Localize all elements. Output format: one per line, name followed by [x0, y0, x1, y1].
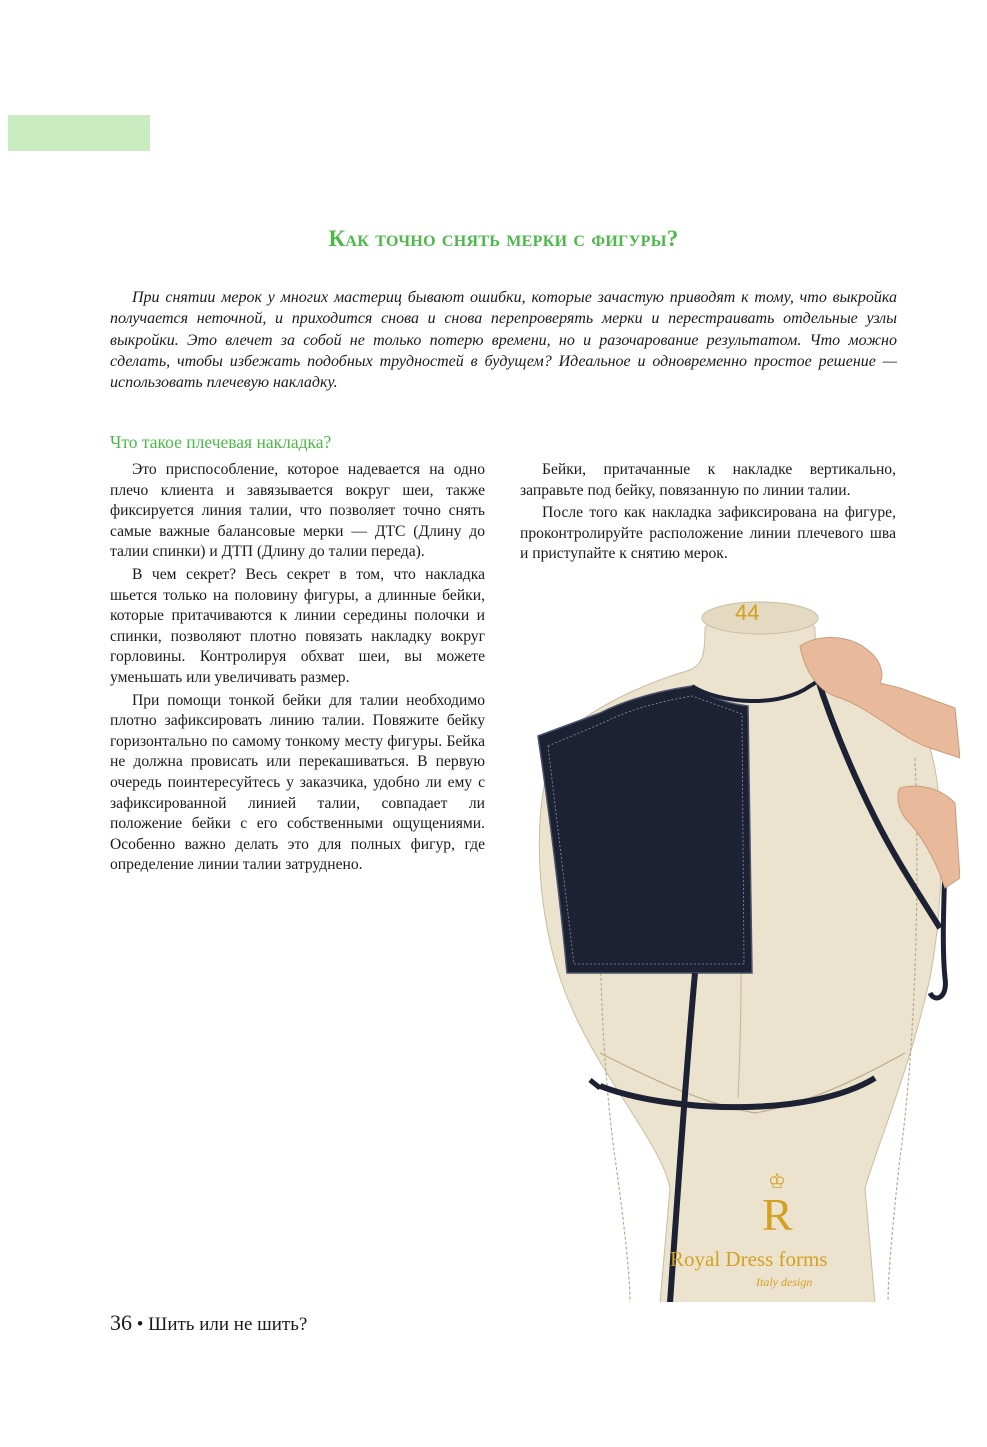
mannequin-illustration — [520, 598, 960, 1302]
left-column — [110, 460, 485, 878]
book-title: Шить или не шить? — [148, 1314, 308, 1335]
right-paragraph-2: После того как накладка зафиксирована на фигуре, проконтролируйте расположение линии плечевого шва и приступайте к снятию мерок. — [520, 504, 896, 563]
right-paragraph-1: Бейки, притачанные к накладке вертикально, заправьте под бейку, повязанную по линии талии. — [520, 461, 896, 499]
mannequin-photo — [520, 598, 960, 1302]
section-subheading: Что такое плечевая накладка? — [110, 432, 332, 452]
left-paragraph-1: Это приспособление, которое надевается на одно плечо клиента и завязывается вокруг шеи, также фиксируется линия талии, что позволяет точно снять самые важные балансовые мерки — ДТС (Длину до талии спинки) и ДТП (Длину до талии переда). — [110, 461, 485, 561]
brand-name: Royal Dress forms — [670, 1247, 828, 1271]
intro-paragraph: При снятии мерок у многих мастериц бывают ошибки, которые зачастую приводят к тому, что выкройка получается неточной, и приходится снова и снова перепроверять мерки и перестраивать отдельные узлы выкройки. Это влечет за собой не только потерю времени, но и разочарование результатом. Что можно сделать, чтобы избежать подобных трудностей в будущем? Идеальное и одновременно простое решение — использовать плечевую накладку. — [110, 289, 897, 392]
left-paragraph-3: При помощи тонкой бейки для талии необходимо плотно зафиксировать линию талии. Повяжите бейку горизонтально по самому тонкому месту фигуры. Бейка не должна провисать или перекашиваться. В первую очередь поинтересуйтесь у заказчика, удобно ли ему с зафиксированной линией талии, совпадает ли положение бейки с его собственными ощущениями. Особенно важно делать это для полных фигур, где определение линии талии затруднено. — [110, 691, 485, 874]
page-number: 36 — [110, 1310, 132, 1335]
brand-tagline: Italy design — [756, 1275, 813, 1289]
left-paragraph-2: В чем секрет? Весь секрет в том, что накладка шьется только на половину фигуры, а длинные бейки, которые притачиваются к линии середины полочки и спинки, позволяют плотно повязать накладку вокруг горловины. Контролируя обхват шеи, вы можете уменьшать или увеличивать размер. — [110, 565, 485, 686]
size-label: 44 — [735, 600, 760, 625]
crown-icon: ♔ — [768, 1171, 786, 1193]
section-tab-marker — [8, 115, 150, 151]
page-title: Как точно снять мерки с фигуры? — [328, 226, 679, 251]
footer-bullet: • — [136, 1314, 144, 1335]
page-footer — [110, 1310, 307, 1336]
right-column — [520, 460, 896, 567]
brand-monogram: R — [762, 1189, 793, 1240]
